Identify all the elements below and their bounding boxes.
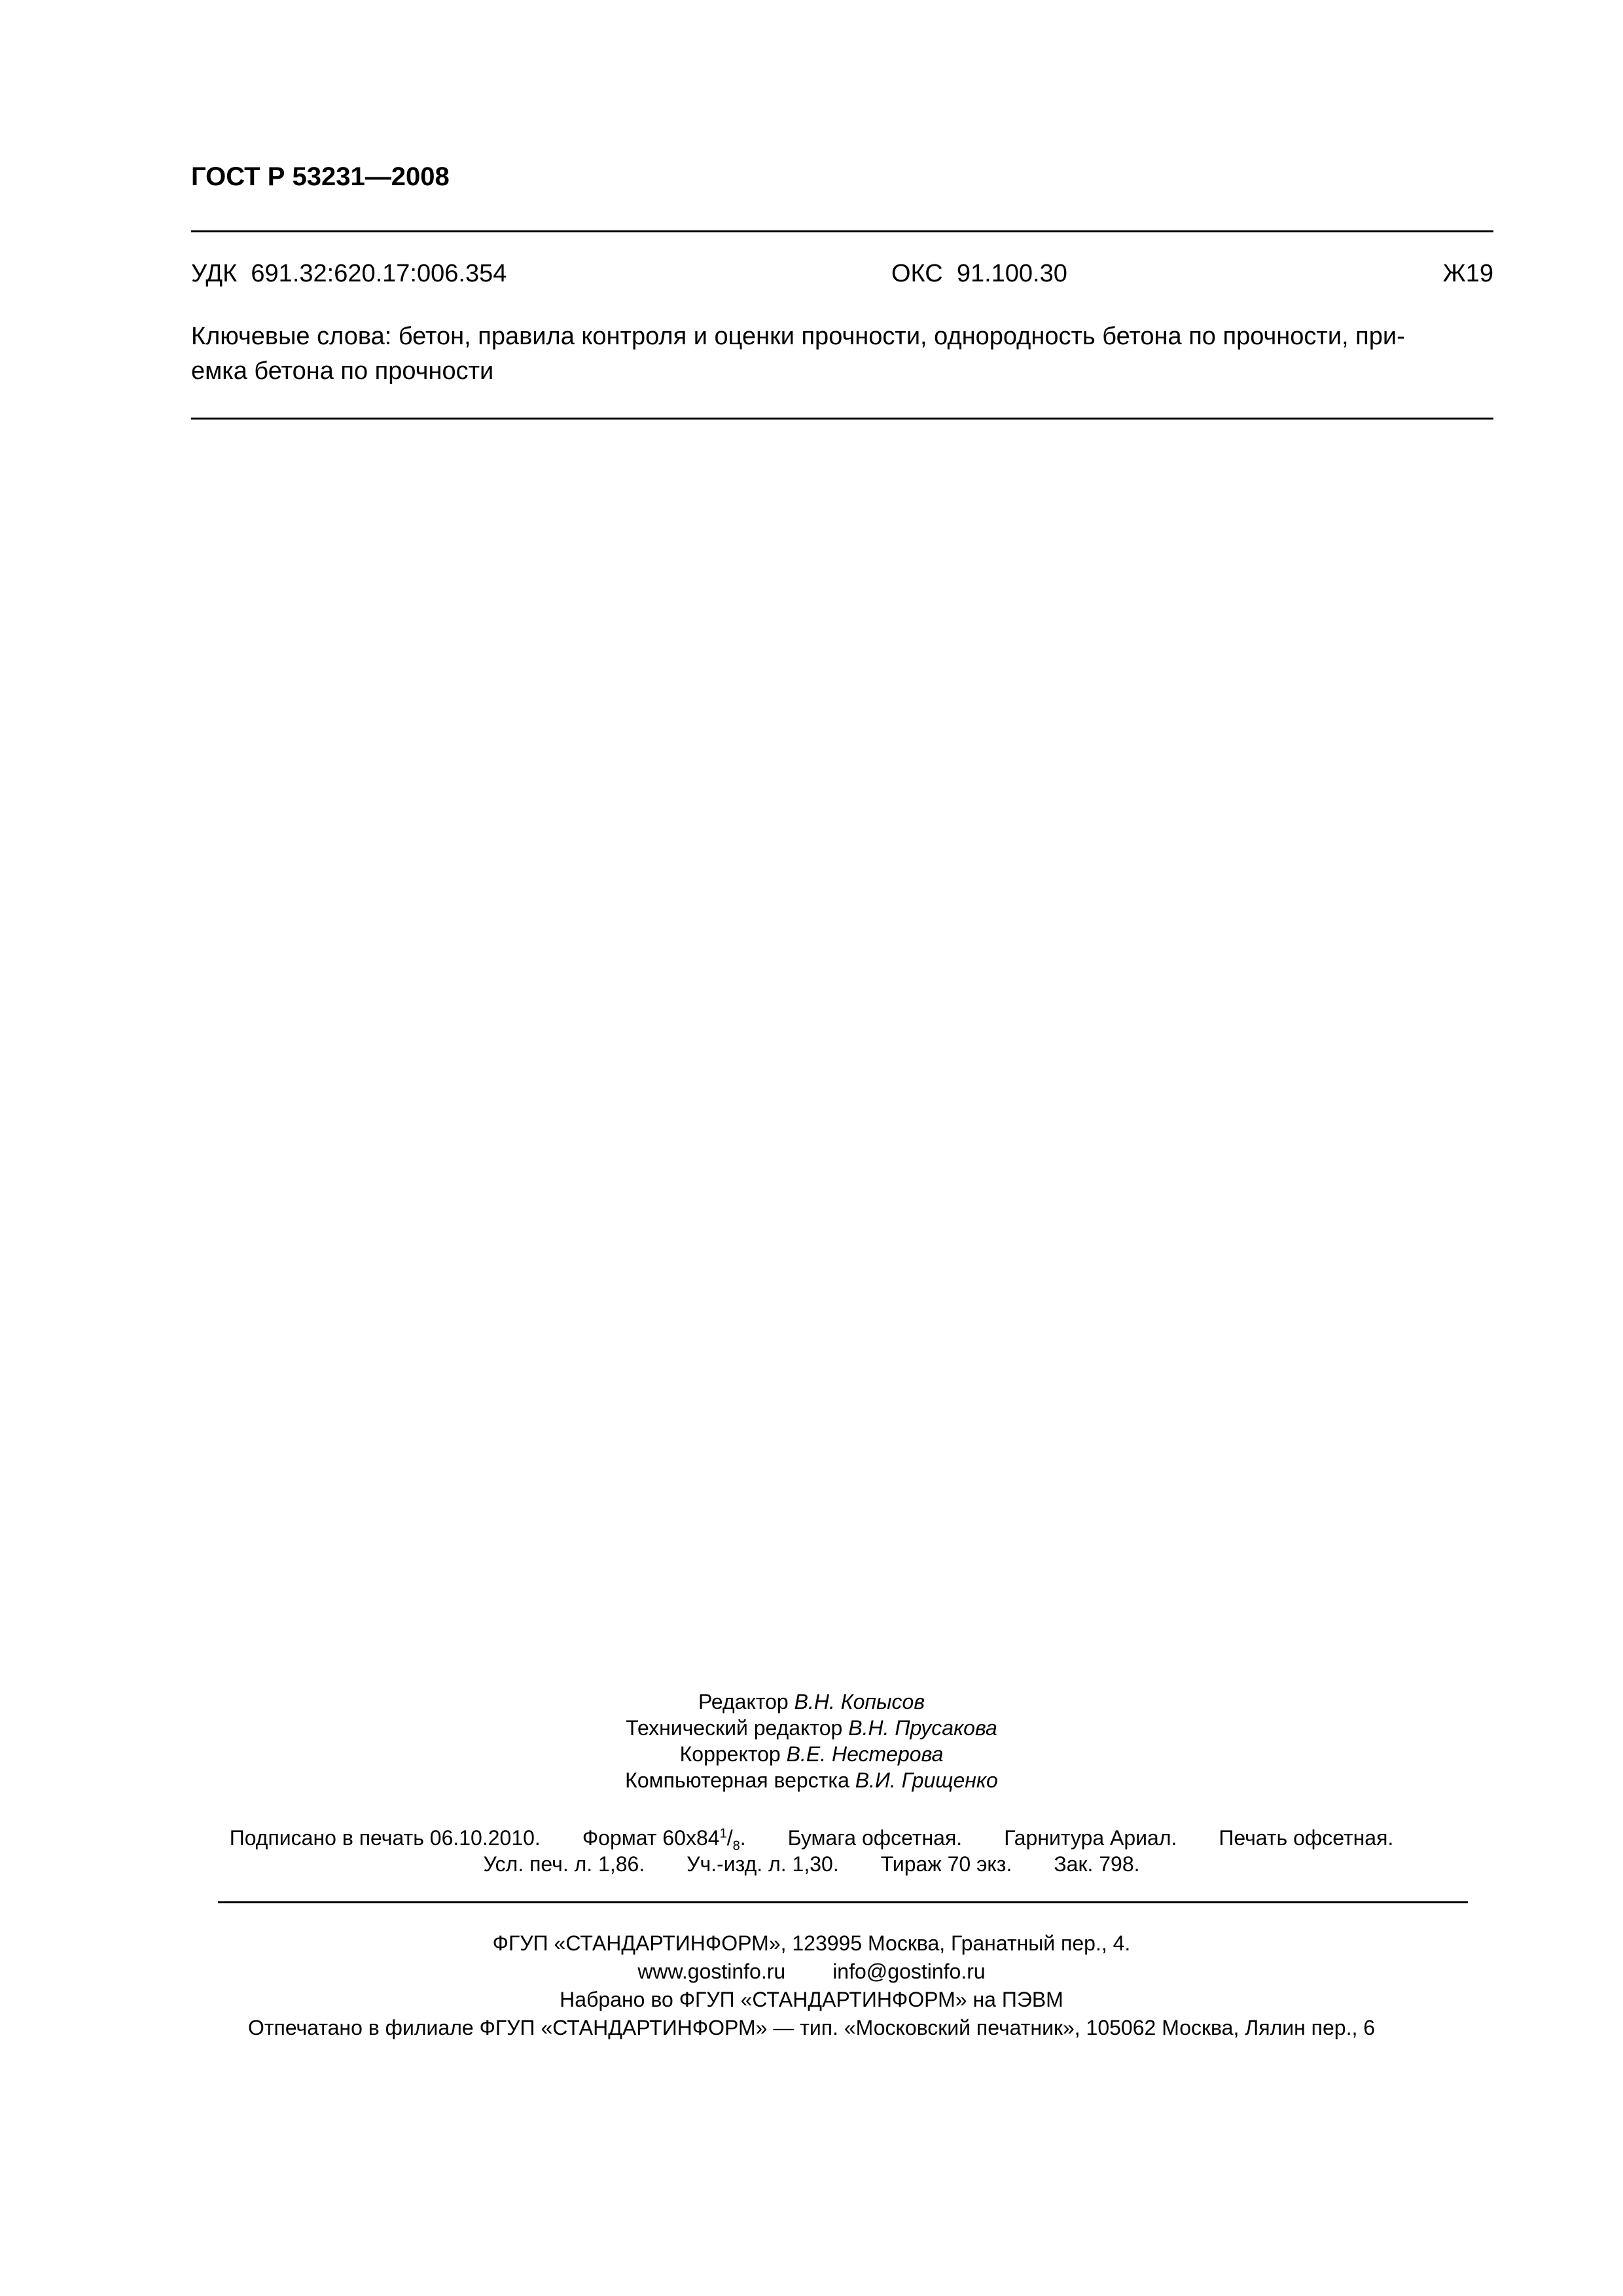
- printed-sheets: Усл. печ. л. 1,86.: [483, 1852, 645, 1876]
- middle-divider: [191, 418, 1493, 420]
- editor-label: Редактор: [698, 1690, 794, 1713]
- keywords-line-1: Ключевые слова: бетон, правила контроля и оценки прочности, однородность бетона по прочности, при-: [191, 323, 1405, 350]
- oks-code: ОКС 91.100.30: [891, 260, 1067, 287]
- category-code: Ж19: [1442, 260, 1493, 287]
- publisher-block: [0, 1929, 1623, 2042]
- layout-row: [0, 1767, 1623, 1793]
- bottom-divider: [218, 1901, 1468, 1903]
- order-number: Зак. 798.: [1054, 1852, 1140, 1876]
- publisher-contacts: [0, 1958, 1623, 1986]
- tech-editor-label: Технический редактор: [626, 1716, 849, 1740]
- printed-note: Отпечатано в филиале ФГУП «СТАНДАРТИНФОРМ» — тип. «Московский печатник», 105062 Москва, Лялин пер., 6: [247, 2016, 1376, 2039]
- typeface: Гарнитура Ариал.: [1004, 1826, 1177, 1850]
- publisher-address: ФГУП «СТАНДАРТИНФОРМ», 123995 Москва, Гранатный пер., 4.: [492, 1931, 1131, 1955]
- editor-name: В.Н. Копысов: [794, 1690, 925, 1713]
- udk-code: УДК 691.32:620.17:006.354: [191, 260, 507, 287]
- imprint-block: [0, 1825, 1623, 1877]
- credits-block: [0, 1689, 1623, 1793]
- tech-editor-row: [0, 1715, 1623, 1741]
- editor-row: [0, 1689, 1623, 1715]
- keywords-paragraph: [191, 319, 1493, 389]
- imprint-row-2: [0, 1851, 1623, 1877]
- classification-row: [191, 257, 1493, 290]
- imprint-row-1: [0, 1825, 1623, 1854]
- document-code: ГОСТ Р 53231—2008: [191, 162, 450, 191]
- print-run: Тираж 70 экз.: [880, 1852, 1012, 1876]
- paper-type: Бумага офсетная.: [787, 1826, 963, 1850]
- proofreader-label: Корректор: [679, 1742, 787, 1766]
- proofreader-row: [0, 1741, 1623, 1767]
- keywords-line-2: емка бетона по прочности: [191, 357, 494, 385]
- print-method: Печать офсетная.: [1219, 1826, 1394, 1850]
- signed-date: Подписано в печать 06.10.2010.: [229, 1826, 541, 1850]
- top-divider: [191, 230, 1493, 232]
- tech-editor-name: В.Н. Прусакова: [848, 1716, 997, 1740]
- publisher-sheets: Уч.-изд. л. 1,30.: [687, 1852, 839, 1876]
- proofreader-name: В.Е. Нестерова: [786, 1742, 944, 1766]
- layout-name: В.И. Грищенко: [855, 1768, 998, 1792]
- layout-label: Компьютерная верстка: [625, 1768, 855, 1792]
- website-link[interactable]: www.gostinfo.ru: [637, 1960, 786, 1983]
- typeset-note: Набрано во ФГУП «СТАНДАРТИНФОРМ» на ПЭВМ: [560, 1988, 1063, 2011]
- paper-format: Формат $60х84^1/_8$.: [582, 1826, 746, 1854]
- email-link[interactable]: info@gostinfo.ru: [832, 1960, 986, 1983]
